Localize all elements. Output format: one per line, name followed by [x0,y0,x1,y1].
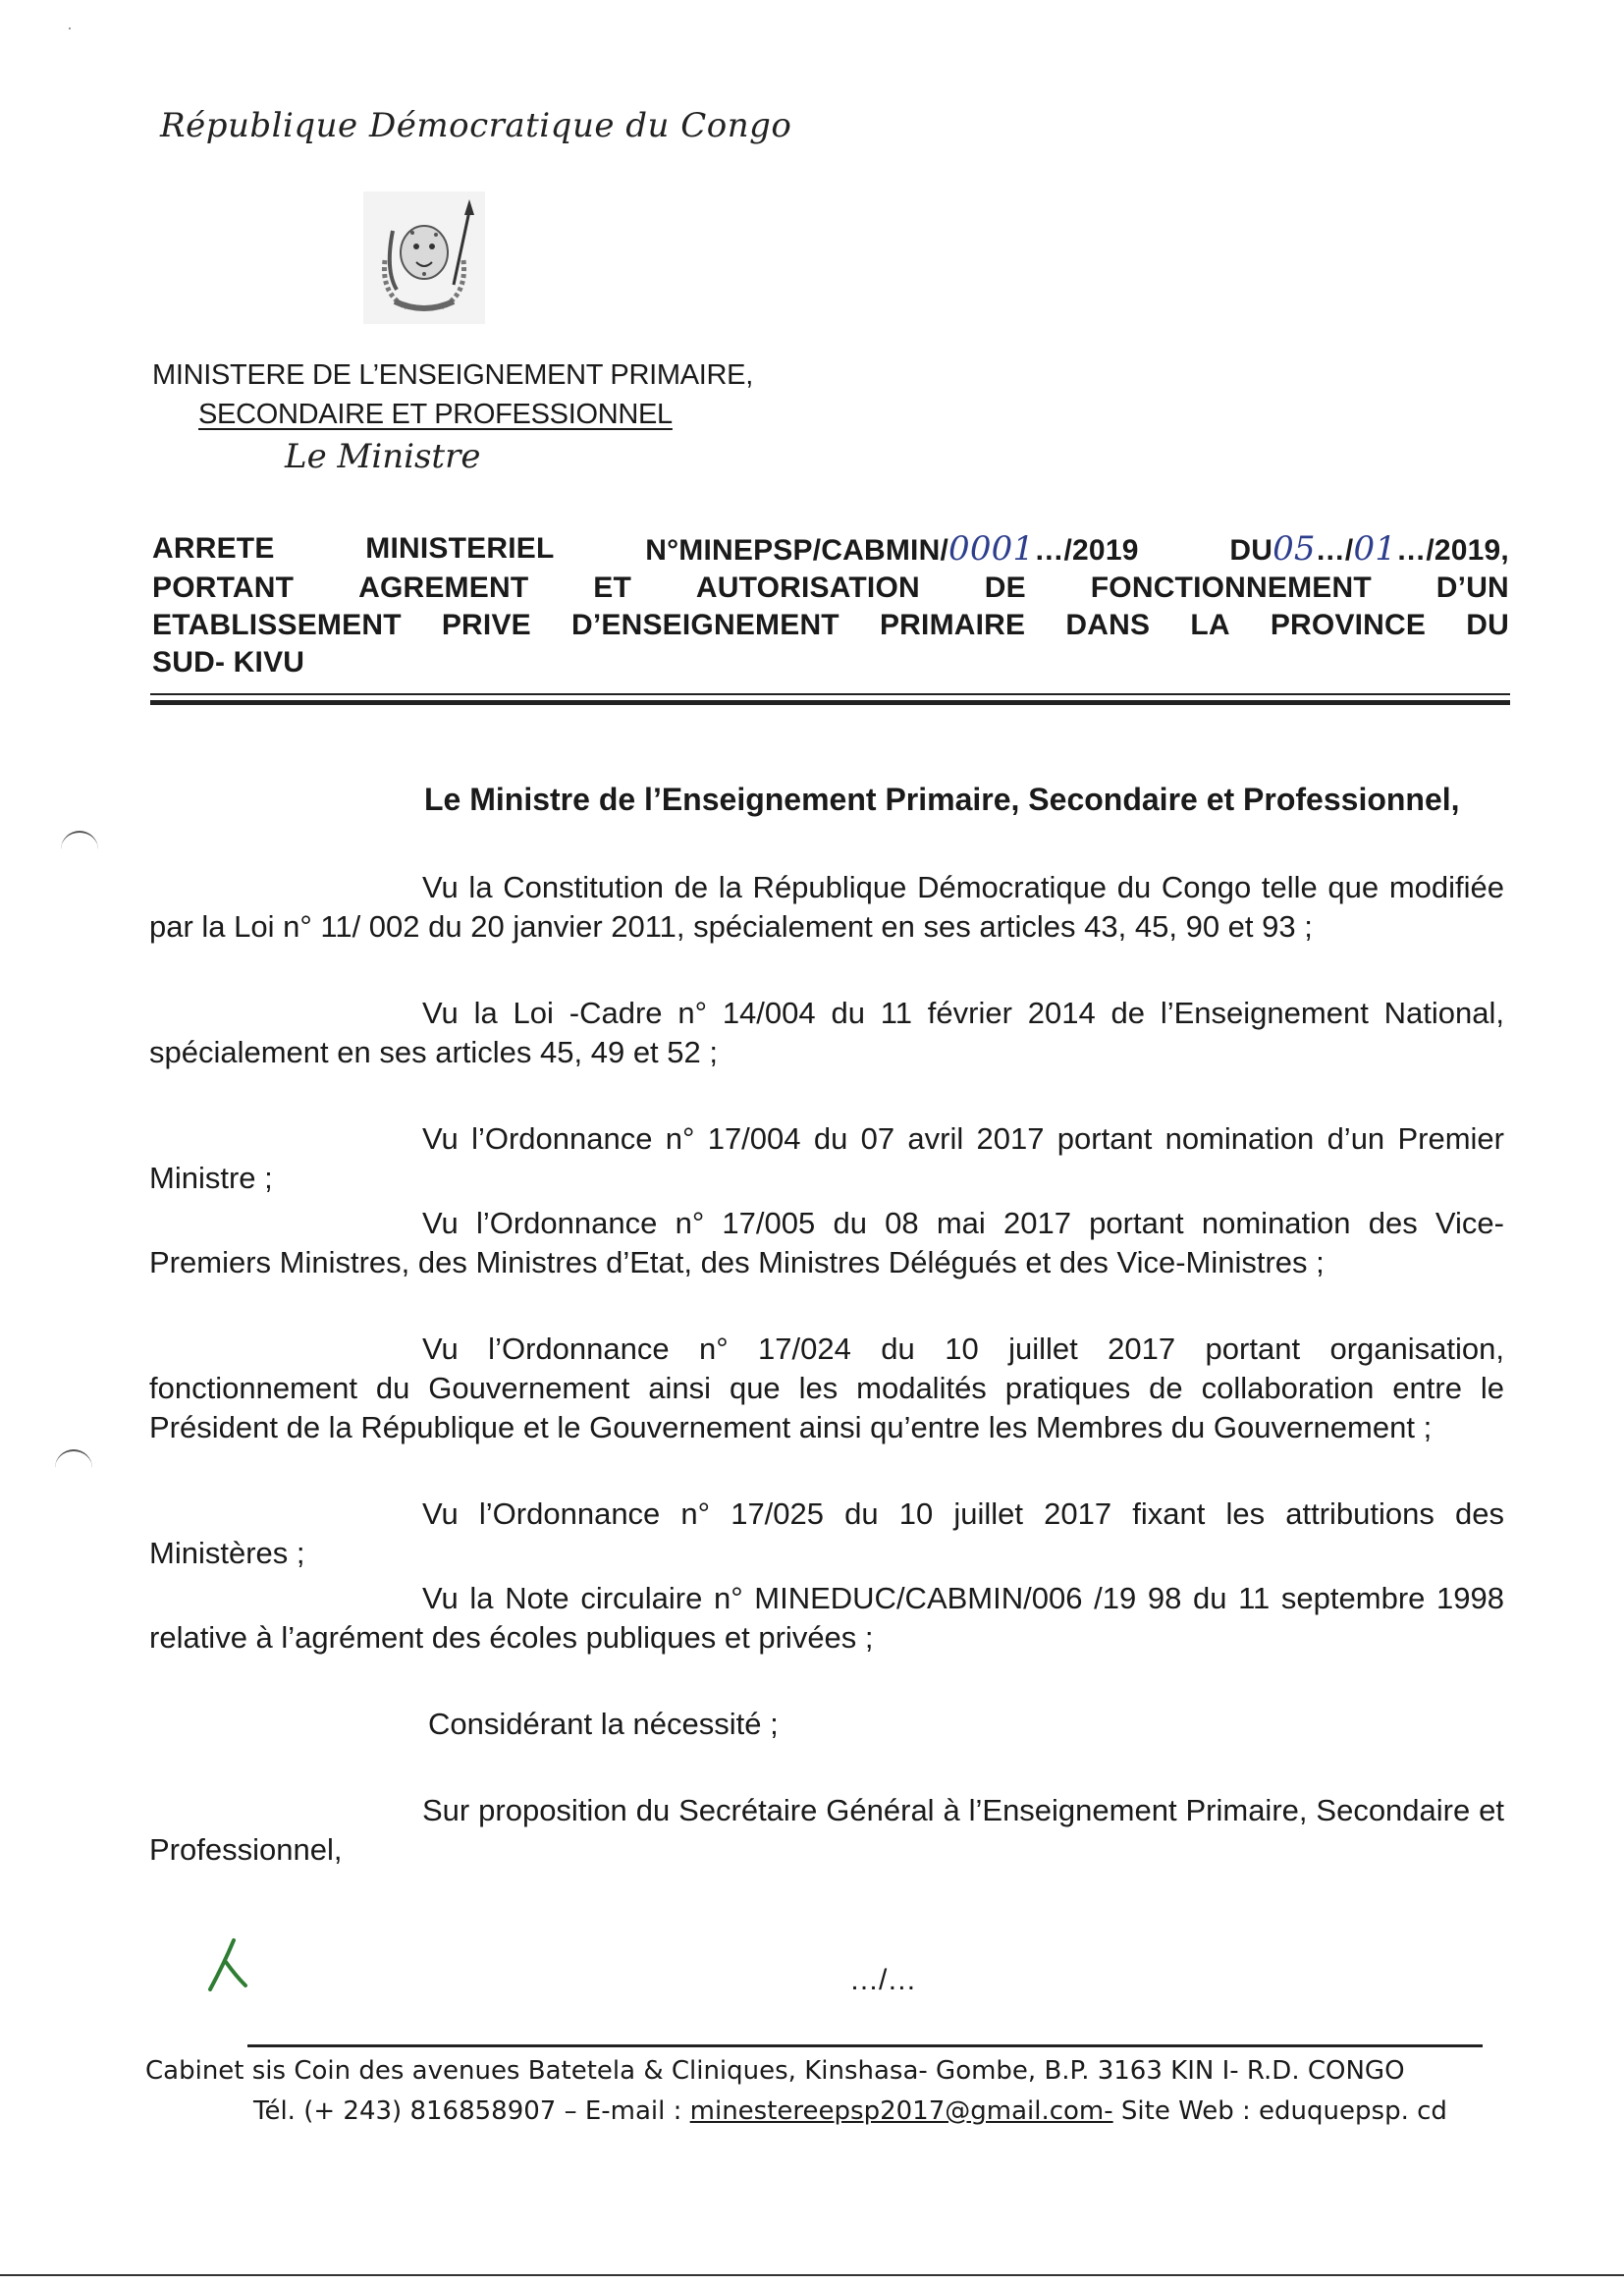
handwritten-month: 01 [1353,529,1397,569]
preamble-paragraph: Vu l’Ordonnance n° 17/004 du 07 avril 2017 portant nomination d’un Premier Ministre ; [149,1121,1504,1195]
preamble-body [149,868,1504,1870]
decree-word: ARRETE [152,532,275,565]
preamble-paragraph: Vu la Note circulaire n° MINEDUC/CABMIN/006 /19 98 du 11 septembre 1998 relative à l’agrément des écoles publiques et privées ; [149,1581,1504,1655]
decree-word: D’ENSEIGNEMENT [571,609,839,641]
footer-divider [247,2044,1483,2047]
decree-word: PRIMAIRE [879,609,1026,641]
decree-reference: N°MINEPSP/CABMIN/0001…/2019 [645,529,1139,569]
decree-word: PORTANT [152,571,295,604]
handwritten-check-icon [202,1936,256,1995]
ministry-line-2: SECONDAIRE ET PROFESSIONNEL [198,399,673,430]
preamble-paragraph: Vu la Loi -Cadre n° 14/004 du 11 février 2014 de l’Enseignement National, spécialement en ses articles 45, 49 et 52 ; [149,996,1504,1069]
decree-word: ETABLISSEMENT [152,609,402,641]
coat-of-arms-icon [355,191,493,324]
handwritten-number: 0001 [947,529,1035,569]
decree-line-4 [152,644,1509,681]
title-divider [150,693,1510,695]
footer-address: Cabinet sis Coin des avenues Batetela & Cliniques, Kinshasa- Gombe, B.P. 3163 KIN I- R.D. CONGO [145,2056,1405,2086]
minister-heading: Le Ministre de l’Enseignement Primaire, Secondaire et Professionnel, [424,782,1460,817]
decree-word: AUTORISATION [695,571,920,604]
decree-word: AGREMENT [358,571,529,604]
decree-line-1 [152,530,1509,570]
decree-word: D’UN [1435,571,1509,604]
decree-word: ET [593,571,631,604]
republic-title: République Démocratique du Congo [160,106,792,145]
decree-title [152,530,1509,681]
decree-line-2 [152,570,1509,607]
decree-word: MINISTERIEL [365,532,555,565]
footer-website: Site Web : eduquepsp. cd [1112,2096,1447,2126]
minister-title: Le Ministre [285,437,481,476]
decree-word: PROVINCE [1270,609,1427,641]
preamble-paragraph: Considérant la nécessité ; [428,1707,779,1741]
footer-tel: Tél. (+ 243) 816858907 – E-mail : [253,2096,690,2126]
decree-word: FONCTIONNEMENT [1090,571,1372,604]
page-edge [0,2274,1624,2276]
handwritten-day: 05 [1272,529,1316,569]
preamble-paragraph: Vu l’Ordonnance n° 17/024 du 10 juillet 2017 portant organisation, fonctionnement du Gouvernement ainsi que les modalités pratiques de collaboration entre le Président de la République et le Gouvernement ainsi qu’entre les Membres du Gouvernement ; [149,1332,1504,1444]
scan-speck: · [67,18,73,37]
ministry-block [152,355,753,434]
footer-email-link[interactable]: minestereepsp2017@gmail.com- [689,2096,1113,2126]
preamble-paragraph: Sur proposition du Secrétaire Général à l’Enseignement Primaire, Secondaire et Professionnel, [149,1793,1504,1867]
preamble-paragraph: Vu l’Ordonnance n° 17/005 du 08 mai 2017 portant nomination des Vice-Premiers Ministres, des Ministres d’Etat, des Ministres Délégués et des Vice-Ministres ; [149,1206,1504,1279]
punch-hole-mark [55,1449,92,1473]
punch-hole-mark [61,831,98,854]
decree-date: DU05…/01…/2019, [1229,529,1509,569]
continuation-mark: …/… [849,1964,917,1996]
decree-word: DU [1466,609,1509,641]
decree-word: LA [1190,609,1230,641]
ministry-line-1: MINISTERE DE L’ENSEIGNEMENT PRIMAIRE, [152,359,753,391]
decree-word: DANS [1065,609,1151,641]
title-divider-thick [150,700,1510,705]
footer-contact [253,2096,1608,2126]
decree-line-3 [152,607,1509,644]
decree-word: SUD- KIVU [152,646,305,679]
preamble-paragraph: Vu la Constitution de la République Démocratique du Congo telle que modifiée par la Loi n° 11/ 002 du 20 janvier 2011, spécialement en ses articles 43, 45, 90 et 93 ; [149,870,1504,944]
preamble-paragraph: Vu l’Ordonnance n° 17/025 du 10 juillet 2017 fixant les attributions des Ministères ; [149,1496,1504,1570]
decree-word: PRIVE [441,609,531,641]
decree-word: DE [984,571,1026,604]
